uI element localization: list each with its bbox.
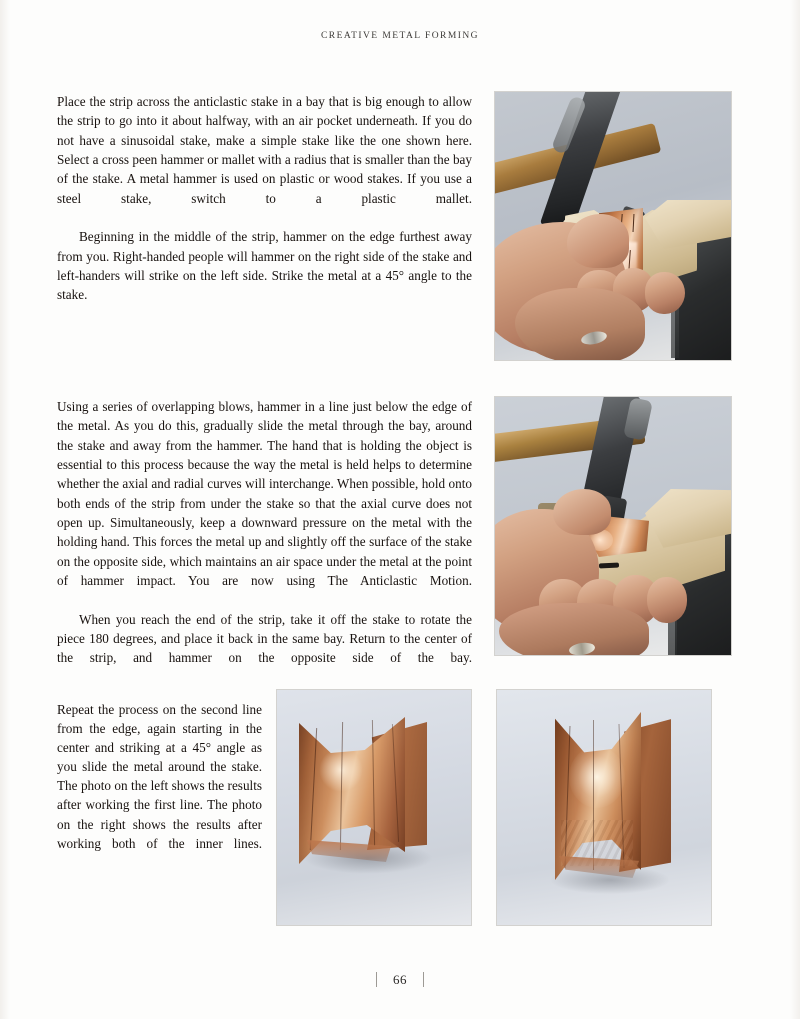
paragraph: Using a series of overlapping blows, hammer in a line just below the edge of the metal. As you do this, gradually slide the metal through the bay, around the stake and away from the hammer. The hand that is holding the object is essential to this process because the way the metal is held helps to determine whether the axial and radial curves will interchange. When possible, hold onto both ends of the strip from under the stake so that the axial curve does not open up. Simultaneously, keep a downward pressure on the metal with the holding hand. This forces the metal up and slightly off the surface of the stake on the opposite side, which maintains an air space under the metal at the point of hammer impact. You are now using The Anticlastic Motion. [57,399,472,589]
bay-shadow-slot [599,562,619,568]
palm-lower [515,288,645,360]
photo-scene [495,92,731,360]
running-head: CREATIVE METAL FORMING [321,31,479,41]
page-folio [0,972,800,988]
figure-form-after-both-lines [497,690,711,925]
text-block-three [57,700,262,872]
figure-anticlastic-motion [495,397,731,655]
thumb [553,489,611,535]
page-number: 66 [393,972,407,987]
text-block-one [57,92,472,324]
figure-form-after-first-line [277,690,471,925]
thumb [567,214,629,268]
photo-scene [277,690,471,925]
paragraph: Beginning in the middle of the strip, hammer on the edge furthest away from you. Right-handed people will hammer on the right side of the stake and left-handers will strike on the left side. Strike the metal at a 45° angle to the stake. [57,229,472,303]
folio-rule-right [423,972,424,987]
text-block-two [57,397,472,687]
paragraph: When you reach the end of the strip, take it off the stake to rotate the piece 180 degrees, and place it back in the same bay. Return to the center of the strip, and hammer on the opposite side of the bay. [57,611,472,666]
paragraph: Place the strip across the anticlastic stake in a bay that is big enough to allow the strip to go into it about halfway, with an air pocket underneath. If you do not have a sinusoidal stake, make a simple stake like the one shown here. Select a cross peen hammer or mallet with a radius that is smaller than the bay of the stake. A metal hammer is used on plastic or wood stakes. If you use a steel stake, switch to a plastic mallet. [57,94,472,206]
paragraph: Repeat the process on the second line from the edge, again starting in the center and striking at a 45° angle as you slide the metal around the stake. The photo on the left shows the results after working the first line. The photo on the right shows the results after working both of the inner lines. [57,702,262,851]
finger [647,577,687,623]
folio-rule-left [376,972,377,987]
copper-sheen [569,746,625,808]
figure-hammering-stake [495,92,731,360]
photo-scene [497,690,711,925]
finger [645,272,685,314]
photo-scene [495,397,731,655]
